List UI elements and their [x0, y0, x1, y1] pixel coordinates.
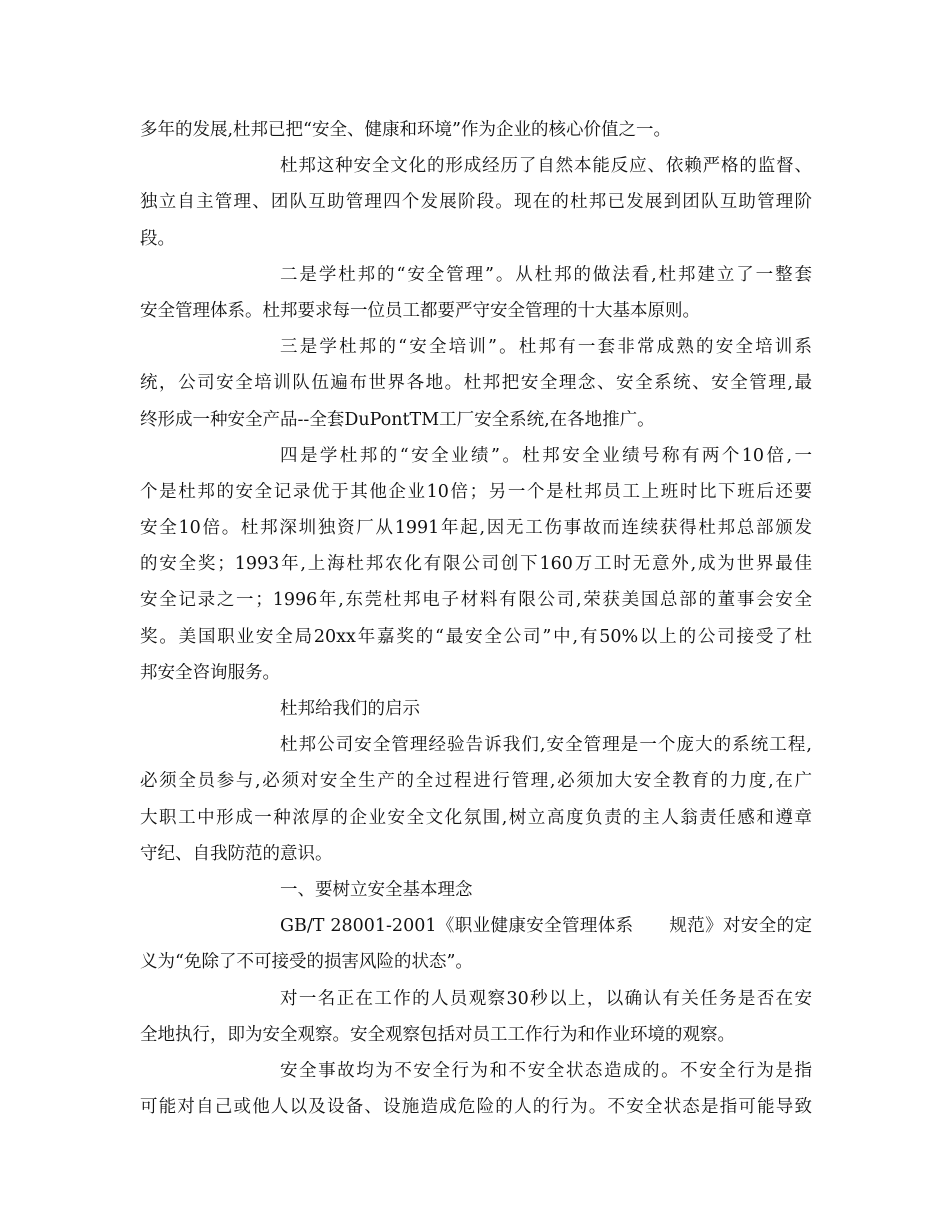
- text-line: 义为“免除了不可接受的损害风险的状态”。: [140, 952, 473, 973]
- text-line: 独立自主管理、团队互助管理四个发展阶段。现在的杜邦已发展到团队互助管理阶: [140, 192, 812, 213]
- text-line: 二是学杜邦的“安全管理”。从杜邦的做法看,杜邦建立了一整套: [280, 264, 812, 285]
- text-line: 安全管理体系。杜邦要求每一位员工都要严守安全管理的十大基本原则。: [140, 300, 700, 321]
- text-line: 安全10倍。杜邦深圳独资厂从1991年起,因无工伤事故而连续获得杜邦总部颁发: [140, 518, 812, 539]
- text-line: 四是学杜邦的“安全业绩”。杜邦安全业绩号称有两个10倍,一: [280, 445, 812, 466]
- text-line: 大职工中形成一种浓厚的企业安全文化氛围,树立高度负责的主人翁责任感和遵章: [140, 807, 812, 828]
- document-body: [140, 112, 812, 1125]
- text-line: 安全记录之一；1996年,东莞杜邦电子材料有限公司,荣获美国总部的董事会安全: [140, 590, 812, 611]
- text-line: 个是杜邦的安全记录优于其他企业10倍；另一个是杜邦员工上班时比下班后还要: [140, 481, 812, 502]
- text-line: 三是学杜邦的“安全培训”。杜邦有一套非常成熟的安全培训系: [280, 337, 812, 358]
- text-line: 奖。美国职业安全局20xx年嘉奖的“最安全公司”中,有50%以上的公司接受了杜: [140, 626, 812, 647]
- text-line: 杜邦这种安全文化的形成经历了自然本能反应、依赖严格的监督、: [280, 156, 812, 177]
- text-line: 全地执行，即为安全观察。安全观察包括对员工工作行为和作业环境的观察。: [140, 1024, 735, 1045]
- section-heading: 杜邦给我们的启示: [280, 699, 420, 719]
- text-line: 终形成一种安全产品--全套DuPontTM工厂安全系统,在各地推广。: [140, 409, 655, 430]
- text-line: GB/T 28001-2001《职业健康安全管理体系 规范》对安全的定: [280, 916, 812, 937]
- text-line: 统，公司安全培训队伍遍布世界各地。杜邦把安全理念、安全系统、安全管理,最: [140, 373, 812, 394]
- text-line: 可能对自己或他人以及设备、设施造成危险的人的行为。不安全状态是指可能导致: [140, 1097, 812, 1118]
- text-line: 多年的发展,杜邦已把“安全、健康和环境”作为企业的核心价值之一。: [140, 120, 671, 140]
- section-heading: 一、要树立安全基本理念: [280, 879, 473, 900]
- text-line: 段。: [140, 228, 175, 249]
- text-line: 杜邦公司安全管理经验告诉我们,安全管理是一个庞大的系统工程,: [280, 735, 812, 756]
- text-line: 守纪、自我防范的意识。: [140, 843, 333, 864]
- text-line: 邦安全咨询服务。: [140, 662, 280, 683]
- text-line: 安全事故均为不安全行为和不安全状态造成的。不安全行为是指: [280, 1060, 812, 1081]
- text-line: 对一名正在工作的人员观察30秒以上，以确认有关任务是否在安: [280, 988, 812, 1009]
- text-line: 的安全奖；1993年,上海杜邦农化有限公司创下160万工时无意外,成为世界最佳: [140, 554, 812, 575]
- text-line: 必须全员参与,必须对安全生产的全过程进行管理,必须加大安全教育的力度,在广: [140, 771, 812, 792]
